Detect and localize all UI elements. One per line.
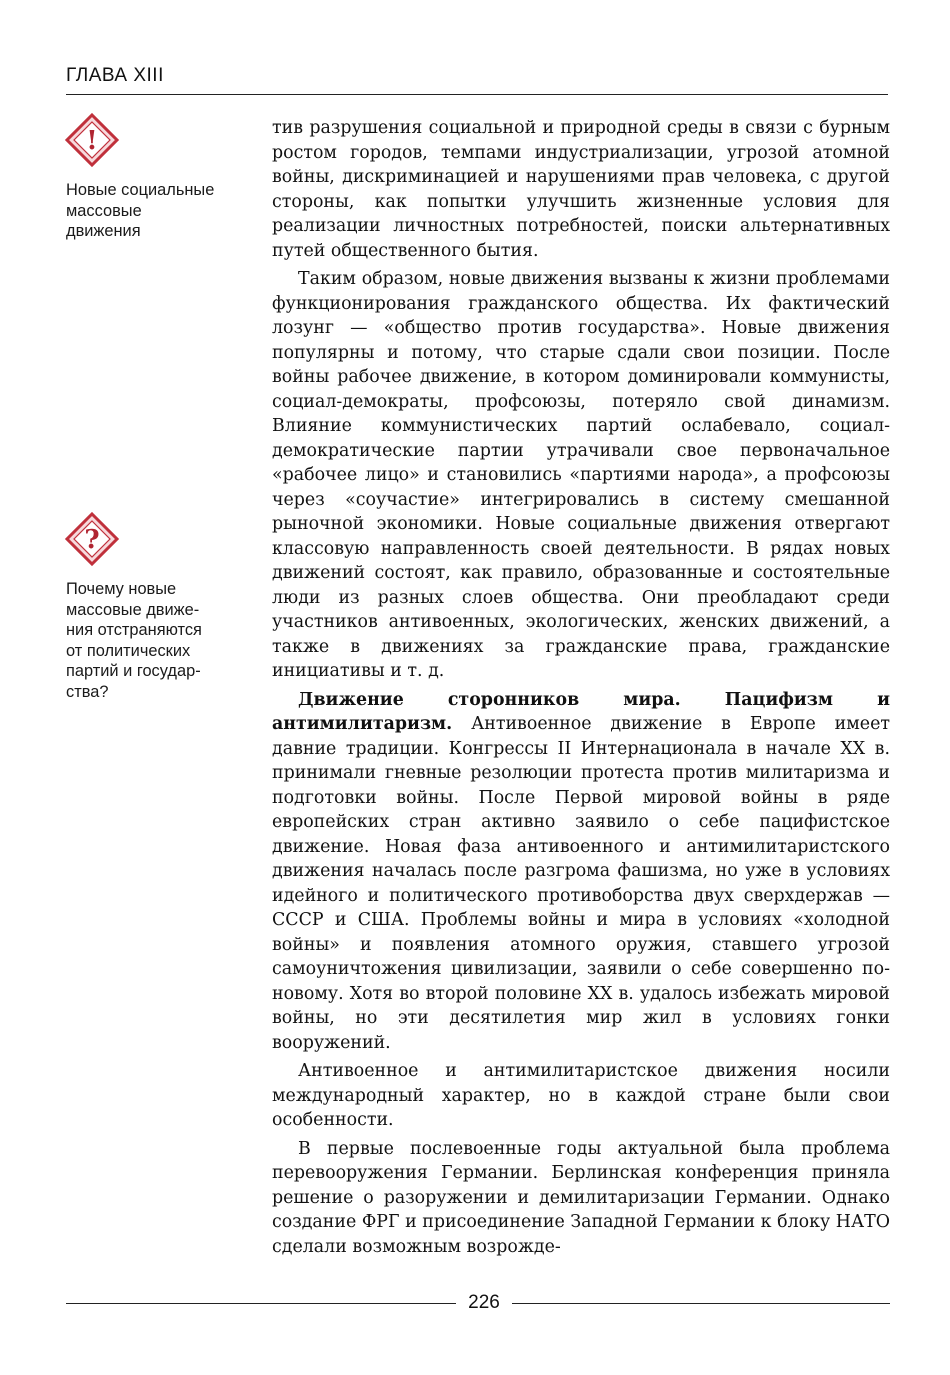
paragraph: В первые послевоенные годы актуальной была проблема перевооружения Германии. Берлинская конференция приняла решение о разоружении и демилитаризации Германии. Однако создание ФРГ и присоединение Западной Германии к блоку НАТО сделали возможным возрожде- xyxy=(272,1138,890,1257)
paragraph-text: Антивоенное движение в Европе имеет давние традиции. Конгрессы II Интернационала в начале XX в. принимали гневные резолюции протеста против милитаризма и подготовки войны. После Первой мировой войны в ряде европейских стран активно заявило о себе пацифистское движение. Новая фаза антивоенного и антимилитаристского движения началась после разгрома фашизма, но уже в условиях идейного и политического противоборства двух сверхдержав — СССР и США. Проблемы войны и мира в условиях «холодной войны» и появления атомного оружия, ставшего угрозой самоуничтожения цивилизации, заявили о себе совершенно по-новому. Хотя во второй половине XX в. удалось избежать мировой войны, но эти десятилетия мир жил в условиях гонки вооружений. xyxy=(272,714,890,1053)
paragraph: Антивоенное и антимилитаристское движения носили международный характер, но в каждой стране были свои особенности. xyxy=(272,1061,890,1130)
header-divider xyxy=(66,94,888,95)
main-text xyxy=(272,116,890,1259)
margin-note-new-movements xyxy=(66,112,244,242)
section-heading: Движение сторонников мира. Пацифизм и антимилитаризм. xyxy=(272,689,890,734)
icon-symbol: ! xyxy=(86,126,98,156)
margin-note-text: Новые социальные массовые движения xyxy=(66,181,215,240)
icon-symbol: ? xyxy=(84,525,100,555)
chapter-header: ГЛАВА XIII xyxy=(66,65,164,86)
margin-note-text: Почему новые массовые движе- ния отстраняются от политических партий и государ- ства? xyxy=(66,580,202,701)
paragraph: тив разрушения социальной и природной среды в связи с бурным ростом городов, темпами индустриализации, угрозой атомной войны, дискриминацией и нарушениями прав человека, с другой стороны, как попытки улучшить жизненные условия для реализации личностных потребностей, поиски альтернативных путей общественного бытия. xyxy=(272,118,890,261)
margin-note-question xyxy=(66,511,244,702)
question-diamond-icon xyxy=(64,511,120,567)
footer-divider-right xyxy=(512,1303,890,1304)
exclamation-diamond-icon xyxy=(64,112,120,168)
footer-divider-left xyxy=(66,1303,456,1304)
paragraph-section-start xyxy=(272,688,890,1056)
paragraph: Таким образом, новые движения вызваны к жизни проблемами функционирования гражданского общества. Их фактический лозунг — «общество против государства». Новые движения популярны и потому, что старые сдали свои позиции. После войны рабочее движение, в котором доминировали коммунисты, социал-демократы, профсоюзы, потеряло свой динамизм. Влияние коммунистических партий ослабевало, социал-демократические партии утрачивали свое первоначальное «рабочее лицо» и становились «партиями народа», а профсоюзы через «соучастие» интегрировались в систему смешанной рыночной экономики. Новые социальные движения отвергают классовую направленность своей деятельности. В рядах новых движений состоят, как правило, образованные и состоятельные люди из разных слоев общества. Они преобладают среди участников антивоенных, экологических, женских движений, а также в движениях за гражданские права, гражданские инициативы и т. д. xyxy=(272,269,890,681)
page-number: 226 xyxy=(468,1292,500,1313)
